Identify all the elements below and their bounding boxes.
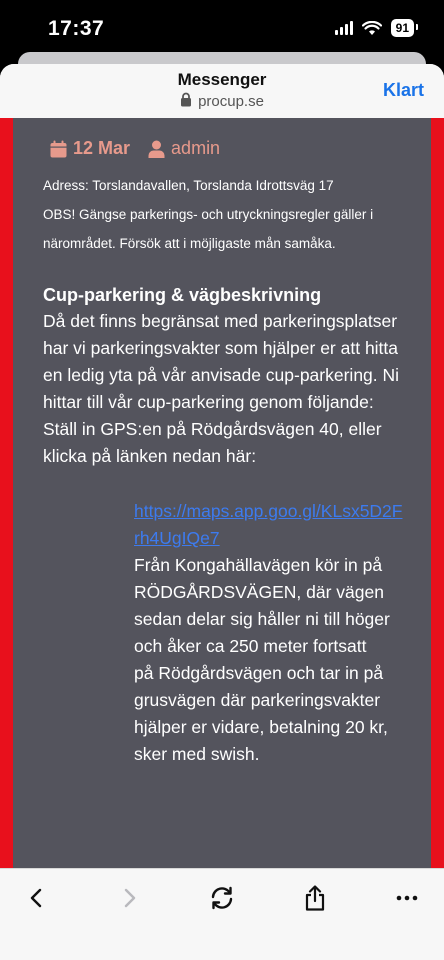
reload-button[interactable] — [207, 883, 237, 913]
post-panel — [13, 118, 431, 868]
directions-block — [134, 498, 404, 768]
user-icon — [148, 140, 165, 158]
reload-icon — [209, 886, 235, 910]
map-link[interactable]: https://maps.app.goo.gl/KLsx5D2Frh4UgIQe7 — [134, 501, 403, 548]
done-button[interactable]: Klart — [382, 80, 424, 100]
back-button[interactable] — [21, 883, 51, 913]
domain-text: procup.se — [198, 93, 264, 110]
post-author[interactable] — [148, 138, 220, 159]
calendar-icon — [50, 140, 67, 158]
browser-title: Messenger — [177, 70, 267, 89]
post-author-text: admin — [171, 138, 221, 158]
post-date-text: 12 Mar — [73, 138, 131, 158]
status-icons — [335, 19, 414, 37]
browser-header — [0, 64, 444, 118]
directions-text: Från Kongahällavägen kör in på RÖDGÅRDSVÄGEN, där vägen sedan delar sig håller ni till höger och åker ca 250 meter fortsatt på Rödgårdsvägen och tar in på grusvägen där parkeringsvakter hjälper er vidare, betalning 20 kr, sker med swish. — [134, 555, 390, 764]
battery-indicator: 91 — [391, 19, 414, 37]
section-title: Cup-parkering & vägbeskrivning — [43, 285, 322, 305]
share-button[interactable] — [300, 883, 330, 913]
more-icon — [396, 895, 418, 901]
post-date — [50, 138, 130, 159]
forward-button[interactable] — [115, 883, 145, 913]
status-time: 17:37 — [48, 17, 105, 40]
forward-icon — [123, 888, 137, 908]
web-content[interactable] — [0, 118, 444, 868]
browser-toolbar — [0, 868, 444, 960]
share-icon — [304, 885, 326, 911]
lock-icon — [180, 92, 192, 107]
post-address: Adress: Torslandavallen, Torslanda Idrottsväg 17 — [43, 178, 334, 193]
more-button[interactable] — [392, 883, 422, 913]
post-notice: OBS! Gängse parkerings- och utryckningsregler gäller i närområdet. Försök att i möjligaste mån samåka. — [43, 207, 374, 251]
back-icon — [29, 888, 43, 908]
status-bar — [0, 0, 444, 56]
post-meta — [50, 138, 220, 159]
signal-icon — [335, 21, 353, 35]
wifi-icon — [362, 21, 382, 36]
browser-domain — [0, 92, 444, 110]
section-body: Då det finns begränsat med parkeringsplatser har vi parkeringsvakter som hjälper er att hitta en ledig yta på vår anvisade cup-parkering. Ni hittar till vår cup-parkering genom följande: Ställ in GPS:en på Rödgårdsvägen 40, eller klicka på länken nedan här: — [43, 311, 400, 466]
browser-sheet — [0, 64, 444, 960]
